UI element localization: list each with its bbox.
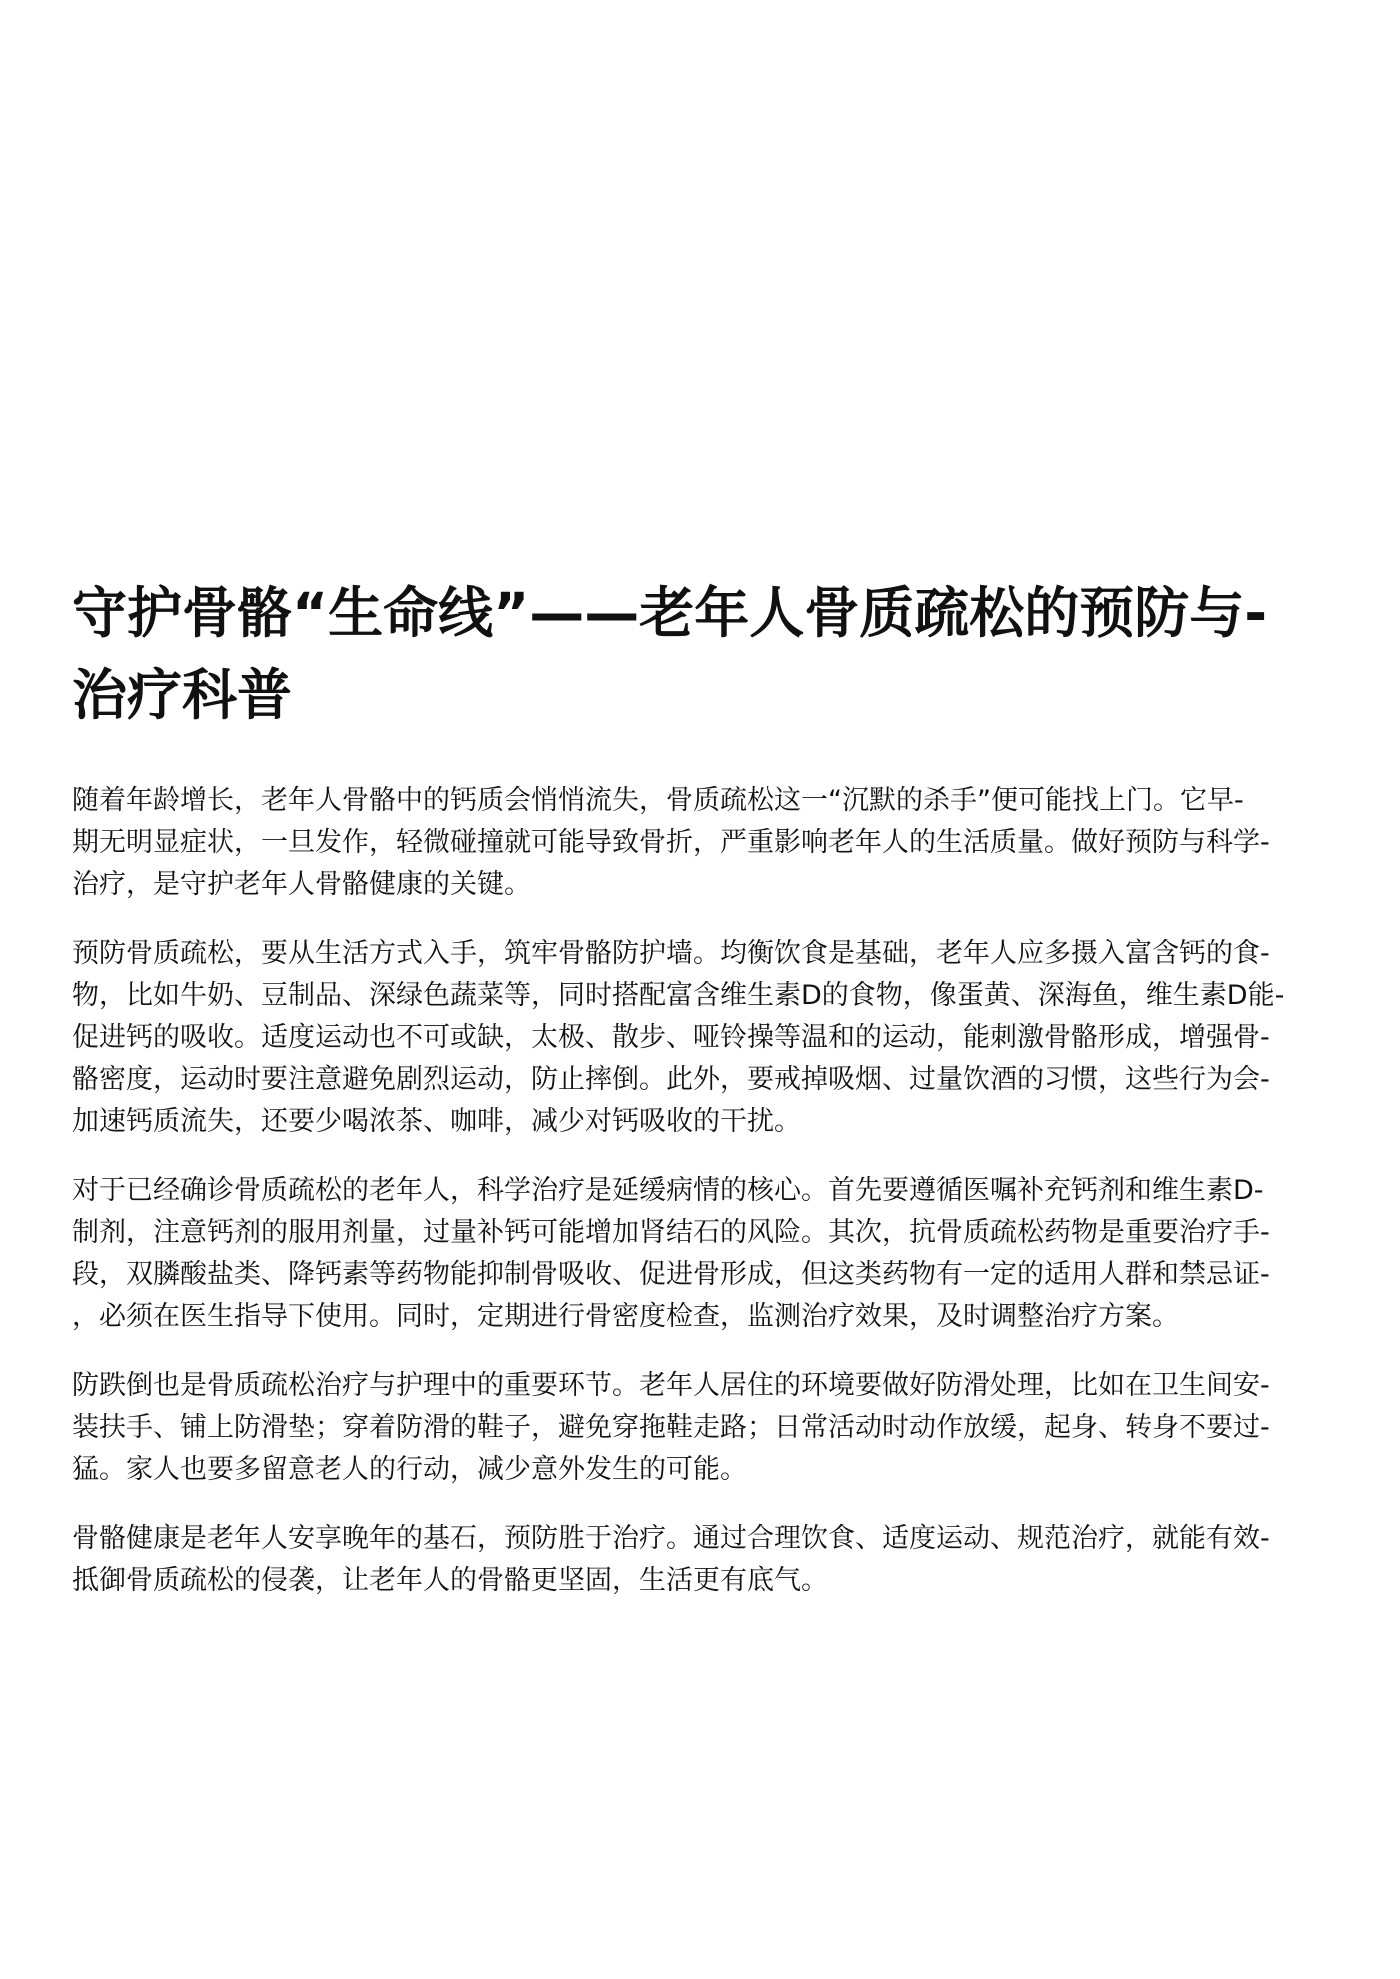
text-line: 抵御骨质疏松的侵袭，让老年人的骨骼更坚固，生活更有底气。 [72,1565,828,1596]
text-line: 治疗，是守护老年人骨骼健康的关键。 [72,869,531,900]
paragraph-intro [72,780,1328,906]
text-line: 猛。家人也要多留意老人的行动，减少意外发生的可能。 [72,1454,747,1485]
text-line: 期无明显症状，一旦发作，轻微碰撞就可能导致骨折，严重影响老年人的生活质量。做好预防与科学- [72,827,1270,858]
text-line: 加速钙质流失，还要少喝浓茶、咖啡，减少对钙吸收的干扰。 [72,1106,801,1137]
text-line: 装扶手、铺上防滑垫；穿着防滑的鞋子，避免穿拖鞋走路；日常活动时动作放缓，起身、转身不要过- [72,1412,1270,1443]
article [72,572,1328,1629]
text-line: 促进钙的吸收。适度运动也不可或缺，太极、散步、哑铃操等温和的运动，能刺激骨骼形成，增强骨- [72,1022,1270,1053]
paragraph-prevention [72,933,1328,1143]
paragraph-fall-prevention [72,1365,1328,1491]
paragraph-treatment [72,1170,1328,1338]
text-line: 骨骼健康是老年人安享晚年的基石，预防胜于治疗。通过合理饮食、适度运动、规范治疗，就能有效- [72,1523,1270,1554]
title-line: 治疗科普 [72,663,293,727]
text-line: 段，双膦酸盐类、降钙素等药物能抑制骨吸收、促进骨形成，但这类药物有一定的适用人群和禁忌证- [72,1259,1270,1290]
article-title [72,572,1328,736]
text-line: 物，比如牛奶、豆制品、深绿色蔬菜等，同时搭配富含维生素D的食物，像蛋黄、深海鱼，维生素D能- [72,980,1285,1011]
text-line: 防跌倒也是骨质疏松治疗与护理中的重要环节。老年人居住的环境要做好防滑处理，比如在卫生间安- [72,1370,1270,1401]
text-line: ，必须在医生指导下使用。同时，定期进行骨密度检查，监测治疗效果，及时调整治疗方案。 [72,1301,1179,1332]
text-line: 对于已经确诊骨质疏松的老年人，科学治疗是延缓病情的核心。首先要遵循医嘱补充钙剂和维生素D- [72,1175,1264,1206]
text-line: 随着年龄增长，老年人骨骼中的钙质会悄悄流失，骨质疏松这一“沉默的杀手”便可能找上门。它早- [72,785,1244,816]
text-line: 预防骨质疏松，要从生活方式入手，筑牢骨骼防护墙。均衡饮食是基础，老年人应多摄入富含钙的食- [72,938,1270,969]
text-line: 制剂，注意钙剂的服用剂量，过量补钙可能增加肾结石的风险。其次，抗骨质疏松药物是重要治疗手- [72,1217,1270,1248]
title-line: 守护骨骼“生命线”——老年人骨质疏松的预防与- [72,581,1268,645]
text-line: 骼密度，运动时要注意避免剧烈运动，防止摔倒。此外，要戒掉吸烟、过量饮酒的习惯，这些行为会- [72,1064,1270,1095]
paragraph-conclusion [72,1518,1328,1602]
article-body [72,780,1328,1602]
